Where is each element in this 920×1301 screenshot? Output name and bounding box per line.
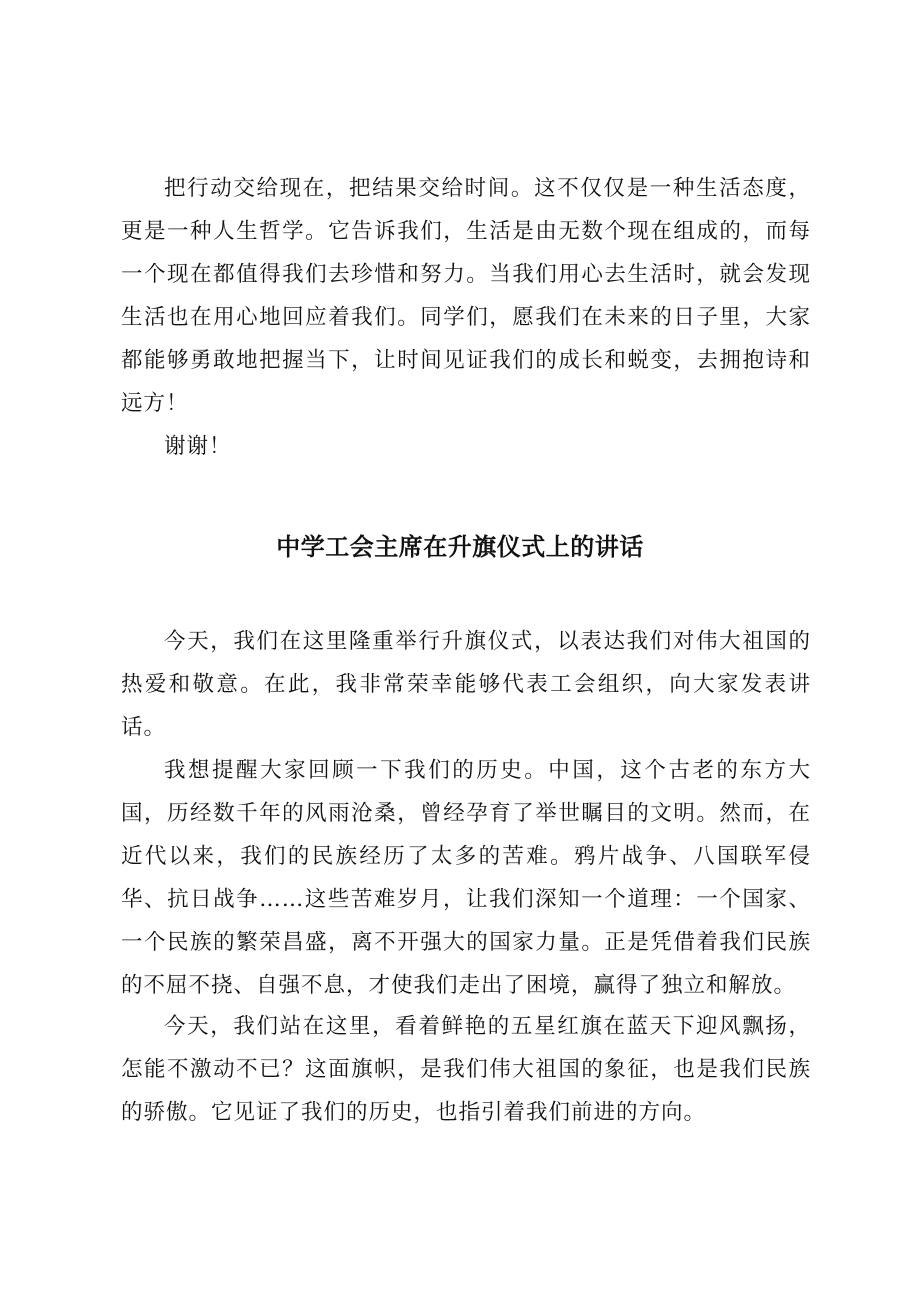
speech-body-part-1 (121, 620, 811, 1007)
thanks-line: 谢谢！ (164, 434, 232, 459)
speech-title: 中学工会主席在升旗仪式上的讲话 (276, 533, 644, 561)
speech-paragraph-1: 今天，我们在这里隆重举行升旗仪式，以表达我们对伟大祖国的热爱和敬意。在此，我非常荣幸能够代表工会组织，向大家发表讲话。 (121, 629, 811, 740)
speech-body-part-2 (121, 1005, 811, 1134)
closing-paragraph: 把行动交给现在，把结果交给时间。这不仅仅是一种生活态度，更是一种人生哲学。它告诉我们，生活是由无数个现在组成的，而每一个现在都值得我们去珍惜和努力。当我们用心去生活时，就会发现生活也在用心地回应着我们。同学们，愿我们在未来的日子里，大家都能够勇敢地把握当下，让时间见证我们的成长和蜕变，去拥抱诗和远方！ (121, 176, 811, 416)
speech-paragraph-3: 今天，我们站在这里，看着鲜艳的五星红旗在蓝天下迎风飘扬，怎能不激动不已？这面旗帜，是我们伟大祖国的象征，也是我们民族的骄傲。它见证了我们的历史，也指引着我们前进的方向。 (121, 1014, 811, 1125)
closing-section (121, 167, 811, 468)
speech-paragraph-2: 我想提醒大家回顾一下我们的历史。中国，这个古老的东方大国，历经数千年的风雨沧桑，曾经孕育了举世瞩目的文明。然而，在近代以来，我们的民族经历了太多的苦难。鸦片战争、八国联军侵华、抗日战争……这些苦难岁月，让我们深知一个道理：一个国家、一个民族的繁荣昌盛，离不开强大的国家力量。正是凭借着我们民族的不屈不挠、自强不息，才使我们走出了困境，赢得了独立和解放。 (121, 758, 811, 998)
